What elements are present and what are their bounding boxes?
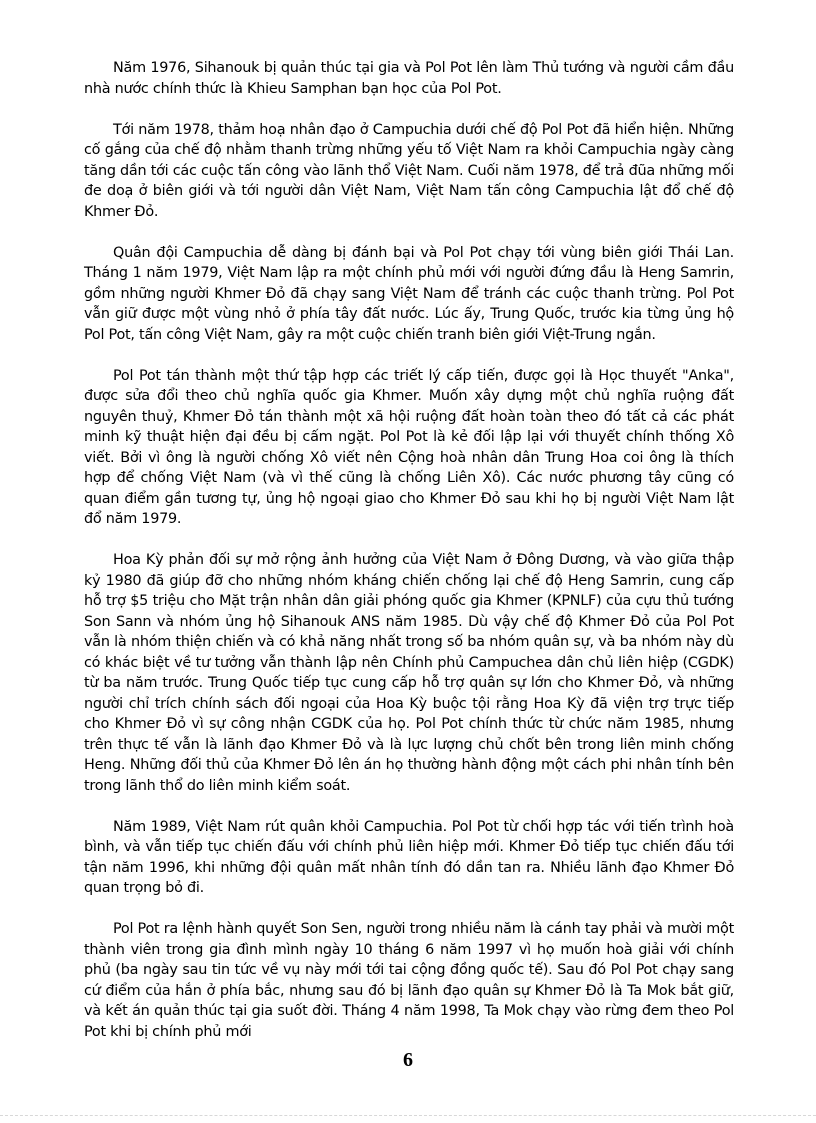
page-bottom-divider xyxy=(0,1115,816,1116)
paragraph-2: Tới năm 1978, thảm hoạ nhân đạo ở Campuchia dưới chế độ Pol Pot đã hiển hiện. Những cố gắng của chế độ nhằm thanh trừng những yếu tố Việt Nam ra khỏi Campuchia ngày càng tăng dần tới các cuộc tấn công vào lãnh thổ Việt Nam. Cuối năm 1978, để trả đũa những mối đe doạ ở biên giới và tới người dân Việt Nam, Việt Nam tấn công Campuchia lật đổ chế độ Khmer Đỏ. xyxy=(84,121,734,220)
page-number: 6 xyxy=(403,1049,413,1071)
paragraph-5: Hoa Kỳ phản đối sự mở rộng ảnh hưởng của Việt Nam ở Đông Dương, và vào giữa thập kỷ 1980 đã giúp đỡ cho những nhóm kháng chiến chống lại chế độ Heng Samrin, cung cấp hỗ trợ $5 triệu cho Mặt trận nhân dân giải phóng quốc gia Khmer (KPNLF) của cựu thủ tướng Son Sann và nhóm ủng hộ Sihanouk ANS năm 1985. Dù vậy chế độ Khmer Đỏ của Pol Pot vẫn là nhóm thiện chiến và có khả năng nhất trong số ba nhóm quân sự, và ba nhóm này dù có khác biệt về tư tưởng vẫn thành lập nên Chính phủ Campuchea dân chủ liên hiệp (CGDK) từ ba năm trước. Trung Quốc tiếp tục cung cấp hỗ trợ quân sự lớn cho Khmer Đỏ, và những người chỉ trích chính sách đối ngoại của Hoa Kỳ buộc tội rằng Hoa Kỳ đã viện trợ trực tiếp cho Khmer Đỏ vì sự công nhận CGDK của họ. Pol Pot chính thức từ chức năm 1985, nhưng trên thực tế vẫn là lãnh đạo Khmer Đỏ và là lực lượng chủ chốt bên trong liên minh chống Heng. Những đối thủ của Khmer Đỏ lên án họ thường hành động một cách phi nhân tính bên trong lãnh thổ do liên minh kiểm soát. xyxy=(84,552,734,794)
paragraph-6: Năm 1989, Việt Nam rút quân khỏi Campuchia. Pol Pot từ chối hợp tác với tiến trình hoà bình, và vẫn tiếp tục chiến đấu với chính phủ liên hiệp mới. Khmer Đỏ tiếp tục chiến đấu tới tận năm 1996, khi những đội quân mất nhân tính đó dần tan ra. Nhiều lãnh đạo Khmer Đỏ quan trọng bỏ đi. xyxy=(84,818,734,896)
document-body xyxy=(84,58,734,1063)
paragraph-3: Quân đội Campuchia dễ dàng bị đánh bại và Pol Pot chạy tới vùng biên giới Thái Lan. Tháng 1 năm 1979, Việt Nam lập ra một chính phủ mới với người đứng đầu là Heng Samrin, gồm những người Khmer Đỏ đã chạy sang Việt Nam để tránh các cuộc thanh trừng. Pol Pot vẫn giữ được một vùng nhỏ ở phía tây đất nước. Lúc ấy, Trung Quốc, trước kia từng ủng hộ Pol Pot, tấn công Việt Nam, gây ra một cuộc chiến tranh biên giới Việt-Trung ngắn. xyxy=(84,244,734,343)
paragraph-4: Pol Pot tán thành một thứ tập hợp các triết lý cấp tiến, được gọi là Học thuyết "Anka", được sửa đổi theo chủ nghĩa quốc gia Khmer. Muốn xây dựng một chủ nghĩa ruộng đất nguyên thuỷ, Khmer Đỏ tán thành một xã hội ruộng đất hoàn toàn theo đó tất cả các phát minh kỹ thuật hiện đại đều bị cấm ngặt. Pol Pot là kẻ đối lập lại với thuyết chính thống Xô viết. Bởi vì ông là người chống Xô viết nên Cộng hoà nhân dân Trung Hoa coi ông là thích hợp để chống Việt Nam (và vì thế cũng là chống Liên Xô). Các nước phương tây cũng có quan điểm gần tương tự, ủng hộ ngoại giao cho Khmer Đỏ sau khi họ bị người Việt Nam lật đổ năm 1979. xyxy=(84,367,734,527)
paragraph-1: Năm 1976, Sihanouk bị quản thúc tại gia và Pol Pot lên làm Thủ tướng và người cầm đầu nhà nước chính thức là Khieu Samphan bạn học của Pol Pot. xyxy=(84,60,734,97)
paragraph-7: Pol Pot ra lệnh hành quyết Son Sen, người trong nhiều năm là cánh tay phải và mười một thành viên trong gia đình mình ngày 10 tháng 6 năm 1997 vì họ muốn hoà giải với chính phủ (ba ngày sau tin tức về vụ này mới tới tai cộng đồng quốc tế). Sau đó Pol Pot chạy sang cứ điểm của hắn ở phía bắc, nhưng sau đó bị lãnh đạo quân sự Khmer Đỏ là Ta Mok bắt giữ, và kết án quản thúc tại gia suốt đời. Tháng 4 năm 1998, Ta Mok chạy vào rừng đem theo Pol Pot khi bị chính phủ mới xyxy=(84,921,734,1040)
